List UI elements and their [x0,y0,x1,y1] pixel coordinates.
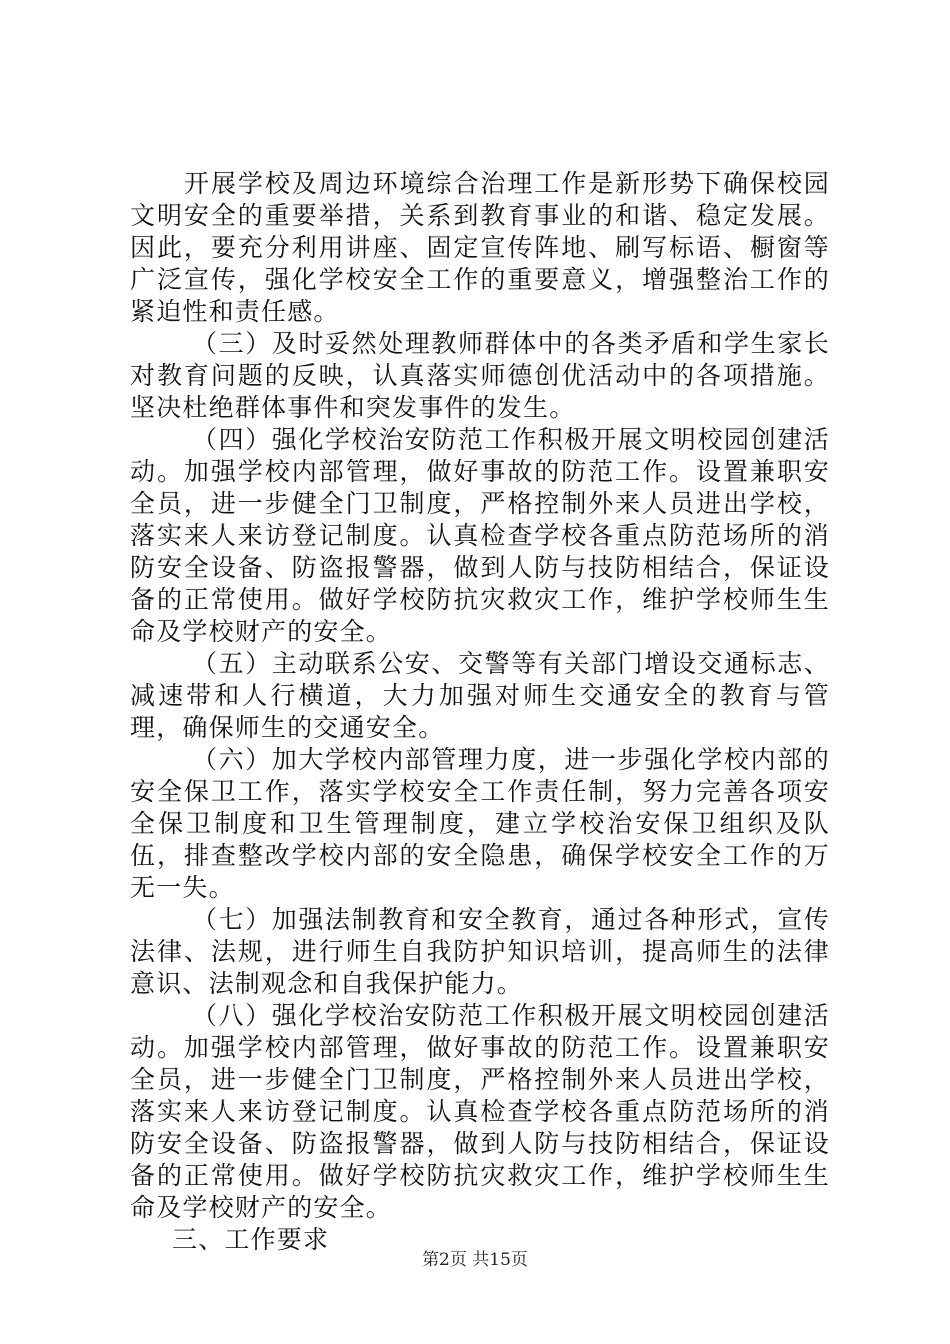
paragraph-item-5: （五）主动联系公安、交警等有关部门增设交通标志、减速带和人行横道，大力加强对师生交通安全的教育与管理，确保师生的交通安全。 [130,649,830,742]
page-number-footer: 第2页 共15页 [422,1250,528,1270]
document-body [130,168,830,1256]
paragraph-intro: 开展学校及周边环境综合治理工作是新形势下确保校园文明安全的重要举措，关系到教育事业的和谐、稳定发展。因此，要充分利用讲座、固定宣传阵地、刷写标语、橱窗等广泛宣传，强化学校安全工作的重要意义，增强整治工作的紧迫性和责任感。 [130,169,830,326]
paragraph-item-7: （七）加强法制教育和安全教育，通过各种形式，宣传法律、法规，进行师生自我防护知识培训，提高师生的法律意识、法制观念和自我保护能力。 [130,905,830,998]
paragraph-item-8: （八）强化学校治安防范工作积极开展文明校园创建活动。加强学校内部管理，做好事故的防范工作。设置兼职安全员，进一步健全门卫制度，严格控制外来人员进出学校，落实来人来访登记制度。认真检查学校各重点防范场所的消防安全设备、防盗报警器，做到人防与技防相结合，保证设备的正常使用。做好学校防抗灾救灾工作，维护学校师生生命及学校财产的安全。 [130,1001,830,1222]
section-heading: 三、工作要求 [172,1225,330,1254]
paragraph-item-6: （六）加大学校内部管理力度，进一步强化学校内部的安全保卫工作，落实学校安全工作责任制，努力完善各项安全保卫制度和卫生管理制度，建立学校治安保卫组织及队伍，排查整改学校内部的安全隐患，确保学校安全工作的万无一失。 [130,745,830,902]
paragraph-item-4: （四）强化学校治安防范工作积极开展文明校园创建活动。加强学校内部管理，做好事故的防范工作。设置兼职安全员，进一步健全门卫制度，严格控制外来人员进出学校，落实来人来访登记制度。认真检查学校各重点防范场所的消防安全设备、防盗报警器，做到人防与技防相结合，保证设备的正常使用。做好学校防抗灾救灾工作，维护学校师生生命及学校财产的安全。 [130,425,830,646]
paragraph-item-3: （三）及时妥然处理教师群体中的各类矛盾和学生家长对教育问题的反映，认真落实师德创优活动中的各项措施。坚决杜绝群体事件和突发事件的发生。 [130,329,830,422]
